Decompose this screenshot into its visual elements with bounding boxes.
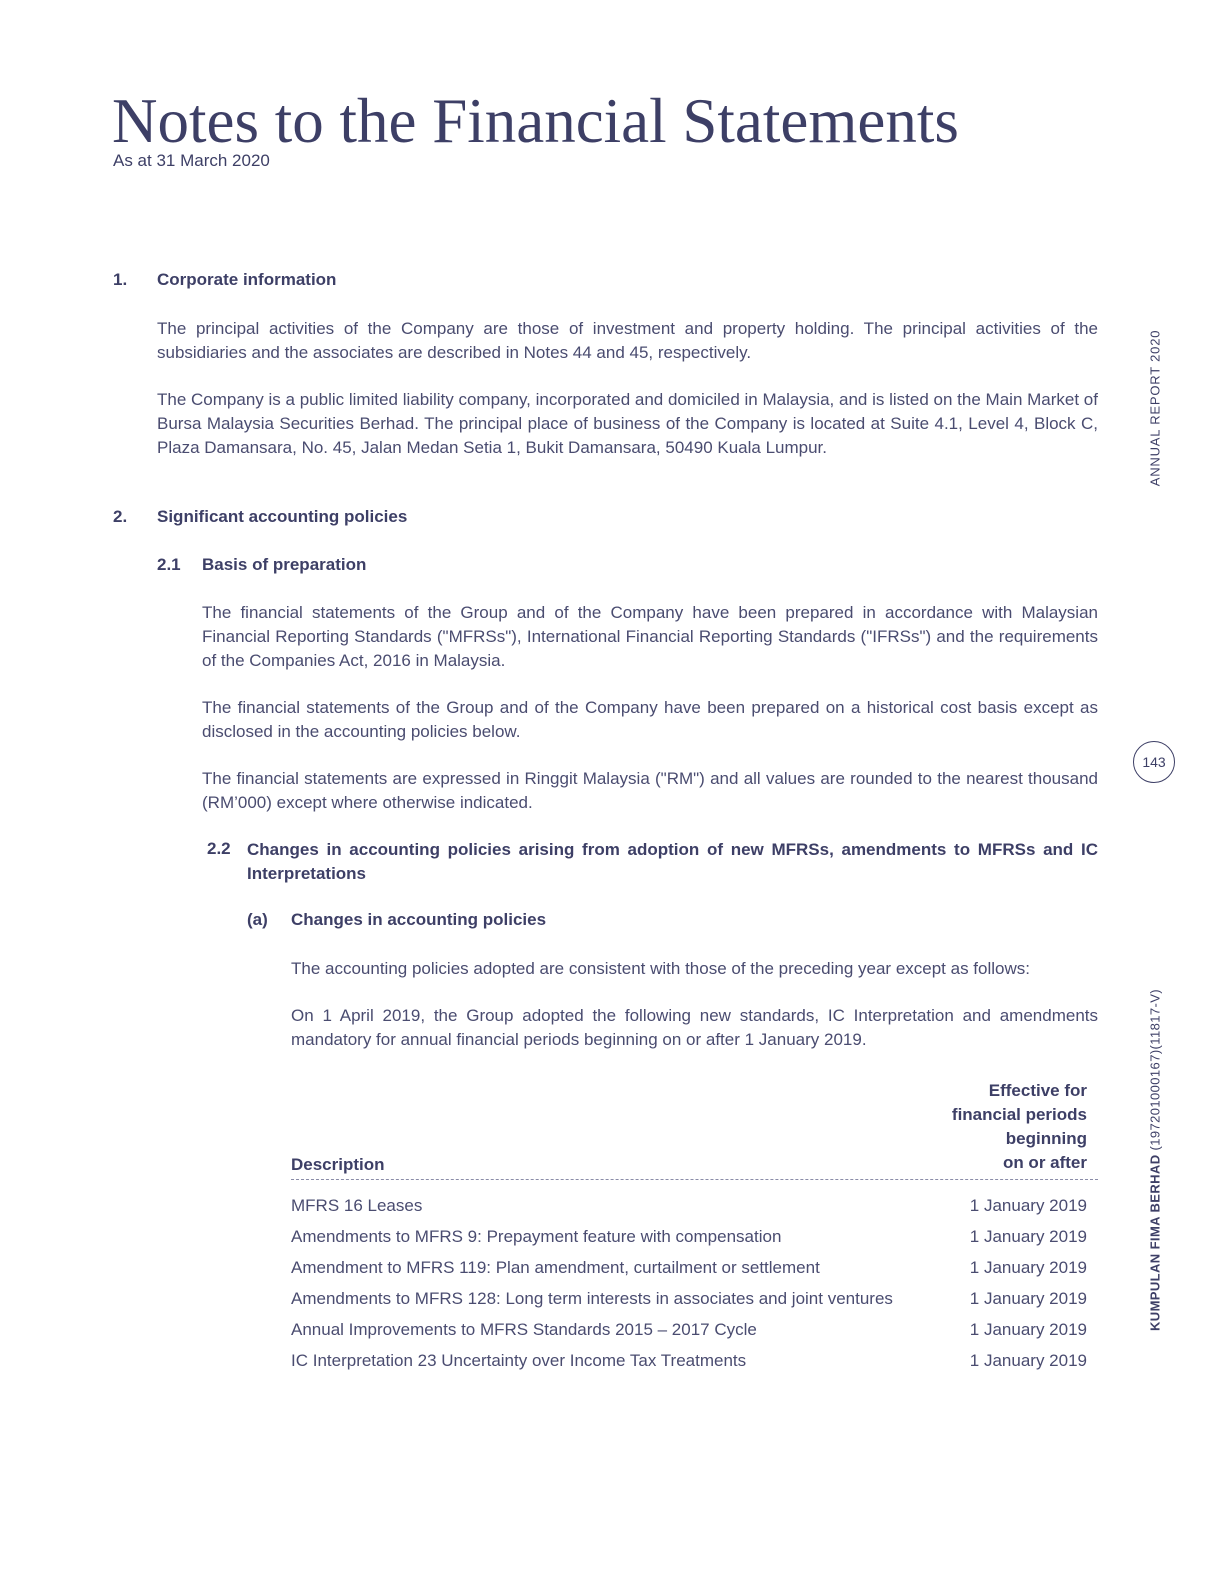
section-2-1-paragraph-1: The financial statements of the Group and of the Company have been prepared in accordance with Malaysian Financial Reporting Standards ("MFRSs"), International Financial Reporting Standards ("IFRSs") and the requirements of the Companies Act, 2016 in Malaysia. bbox=[202, 603, 1098, 670]
table-body bbox=[291, 1196, 1098, 1382]
row-date: 1 January 2019 bbox=[969, 1320, 1087, 1339]
page-subtitle: As at 31 March 2020 bbox=[113, 151, 270, 170]
table-row bbox=[291, 1289, 1098, 1320]
company-name: KUMPULAN FIMA BERHAD bbox=[1147, 1154, 1163, 1331]
section-2-number: 2. bbox=[113, 507, 128, 526]
section-2-1-number: 2.1 bbox=[157, 555, 181, 574]
section-2-heading: Significant accounting policies bbox=[157, 507, 408, 526]
table-header bbox=[291, 1082, 1098, 1180]
section-1-number: 1. bbox=[113, 270, 128, 289]
item-a-paragraph-2: On 1 April 2019, the Group adopted the following new standards, IC Interpretation and amendments mandatory for annual financial periods beginning on or after 1 January 2019. bbox=[291, 1006, 1098, 1049]
row-date: 1 January 2019 bbox=[969, 1289, 1087, 1308]
section-1-paragraph-2: The Company is a public limited liability company, incorporated and domiciled in Malaysia, and is listed on the Main Market of Bursa Malaysia Securities Berhad. The principal place of business of the Company is located at Suite 4.1, Level 4, Block C, Plaza Damansara, No. 45, Jalan Medan Setia 1, Bukit Damansara, 50490 Kuala Lumpur. bbox=[157, 390, 1098, 457]
table-row bbox=[291, 1351, 1098, 1382]
header-description: Description bbox=[291, 1155, 385, 1174]
section-2-1-heading: Basis of preparation bbox=[202, 555, 367, 574]
row-description: IC Interpretation 23 Uncertainty over Income Tax Treatments bbox=[291, 1351, 747, 1370]
page-number: 143 bbox=[1133, 741, 1175, 783]
table-row bbox=[291, 1320, 1098, 1351]
standards-table bbox=[291, 1082, 1098, 1382]
header-effective-line-1: Effective for bbox=[988, 1081, 1087, 1100]
section-1-paragraph-1: The principal activities of the Company are those of investment and property holding. The principal activities of the subsidiaries and the associates are described in Notes 44 and 45, respectively. bbox=[157, 319, 1098, 362]
section-2-1-paragraph-3: The financial statements are expressed in Ringgit Malaysia ("RM") and all values are rounded to the nearest thousand (RM’000) except where otherwise indicated. bbox=[202, 769, 1098, 812]
row-date: 1 January 2019 bbox=[969, 1258, 1087, 1277]
row-description: Amendments to MFRS 9: Prepayment feature with compensation bbox=[291, 1227, 782, 1246]
table-row bbox=[291, 1227, 1098, 1258]
row-description: MFRS 16 Leases bbox=[291, 1196, 423, 1215]
row-date: 1 January 2019 bbox=[969, 1227, 1087, 1246]
page-title: Notes to the Financial Statements bbox=[112, 86, 959, 156]
row-date: 1 January 2019 bbox=[969, 1351, 1087, 1370]
header-effective-date bbox=[952, 1079, 1087, 1175]
table-row bbox=[291, 1258, 1098, 1289]
item-a-paragraph-1: The accounting policies adopted are consistent with those of the preceding year except as follows: bbox=[291, 959, 1030, 978]
header-effective-line-3: beginning bbox=[1005, 1129, 1087, 1148]
row-date: 1 January 2019 bbox=[969, 1196, 1087, 1215]
section-2-2-heading: Changes in accounting policies arising from adoption of new MFRSs, amendments to MFRSs and IC Interpretations bbox=[247, 840, 1098, 883]
company-label bbox=[1148, 989, 1163, 1331]
section-1-heading: Corporate information bbox=[157, 270, 337, 289]
annual-report-label: ANNUAL REPORT 2020 bbox=[1147, 329, 1163, 487]
item-a-heading: Changes in accounting policies bbox=[291, 910, 547, 929]
row-description: Amendment to MFRS 119: Plan amendment, curtailment or settlement bbox=[291, 1258, 820, 1277]
table-row bbox=[291, 1196, 1098, 1227]
company-registration: (197201000167)(11817-V) bbox=[1147, 989, 1163, 1151]
header-effective-line-4: on or after bbox=[1002, 1153, 1087, 1172]
row-description: Amendments to MFRS 128: Long term interests in associates and joint ventures bbox=[291, 1289, 893, 1308]
item-a-label: (a) bbox=[247, 910, 268, 929]
section-2-2-number: 2.2 bbox=[207, 839, 231, 858]
header-effective-line-2: financial periods bbox=[951, 1105, 1087, 1124]
section-2-1-paragraph-2: The financial statements of the Group and of the Company have been prepared on a historical cost basis except as disclosed in the accounting policies below. bbox=[202, 698, 1098, 741]
row-description: Annual Improvements to MFRS Standards 2015 – 2017 Cycle bbox=[291, 1320, 757, 1339]
